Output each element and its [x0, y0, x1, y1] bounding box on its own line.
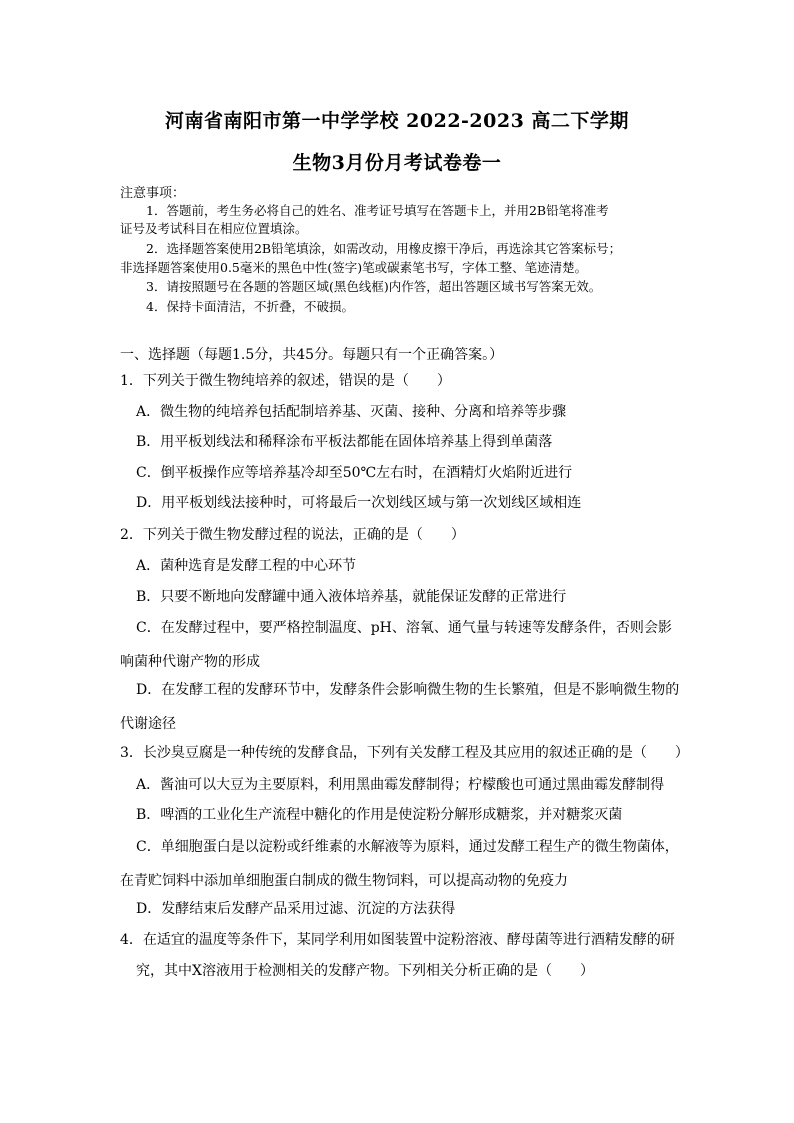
question-1-option-c: C．倒平板操作应等培养基冷却至50℃左右时，在酒精灯火焰附近进行 [136, 465, 573, 481]
notice-heading: 注意事项： [120, 186, 186, 201]
question-3-option-a: A．酱油可以大豆为主要原料，利用黑曲霉发酵制得；柠檬酸也可通过黑曲霉发酵制得 [136, 777, 665, 793]
question-4-stem: 4．在适宜的温度等条件下，某同学利用如图装置中淀粉溶液、酵母菌等进行酒精发酵的研 [120, 932, 675, 948]
notice-item-3: 3．请按照题号在各题的答题区域(黑色线框)内作答，超出答题区域书写答案无效。 [146, 279, 602, 294]
question-2-option-d: D．在发酵工程的发酵环节中，发酵条件会影响微生物的生长繁殖，但是不影响微生物的 [136, 682, 680, 698]
exam-title-line2: 生物3月份月考试卷卷一 [292, 152, 502, 174]
question-2-option-a: A．菌种选育是发酵工程的中心环节 [136, 558, 357, 574]
question-3-option-c-continued: 在青贮饲料中添加单细胞蛋白制成的微生物饲料，可以提高动物的免疫力 [120, 873, 568, 889]
question-3-option-b: B．啤酒的工业化生产流程中糖化的作用是使淀粉分解形成糖浆，并对糖浆灭菌 [136, 807, 623, 823]
exam-title-line1: 河南省南阳市第一中学学校 2022-2023 高二下学期 [165, 110, 629, 132]
question-1-option-d: D．用平板划线法接种时，可将最后一次划线区域与第一次划线区域相连 [136, 495, 582, 511]
question-2-option-d-continued: 代谢途径 [120, 716, 176, 732]
notice-item-4: 4．保持卡面清洁，不折叠，不破损。 [146, 299, 354, 314]
question-1-stem: 1．下列关于微生物纯培养的叙述，错误的是（ ） [120, 373, 451, 389]
notice-item-2a: 2．选择题答案使用2B铅笔填涂，如需改动，用橡皮擦干净后，再选涂其它答案标号； [146, 241, 622, 256]
question-2-option-c-continued: 响菌种代谢产物的形成 [120, 654, 260, 670]
question-1-option-a: A．微生物的纯培养包括配制培养基、灭菌、接种、分离和培养等步骤 [136, 404, 567, 420]
section-heading: 一、选择题（每题1.5分，共45分。每题只有一个正确答案。） [120, 347, 504, 363]
question-4-stem-continued: 究，其中X溶液用于检测相关的发酵产物。下列相关分析正确的是（ ） [136, 963, 594, 979]
question-3-option-c: C．单细胞蛋白是以淀粉或纤维素的水解液等为原料，通过发酵工程生产的微生物菌体， [136, 839, 679, 855]
notice-item-2b: 非选择题答案使用0.5毫米的黑色中性(签字)笔或碳素笔书写，字体工整、笔迹清楚。 [120, 260, 588, 275]
question-2-option-b: B．只要不断地向发酵罐中通入液体培养基，就能保证发酵的正常进行 [136, 589, 567, 605]
notice-item-1b: 证号及考试科目在相应位置填涂。 [120, 221, 308, 236]
question-2-option-c: C．在发酵过程中，要严格控制温度、pH、溶氧、通气量与转速等发酵条件，否则会影 [136, 620, 672, 636]
question-3-stem: 3．长沙臭豆腐是一种传统的发酵食品，下列有关发酵工程及其应用的叙述正确的是（ ） [120, 745, 689, 761]
question-1-option-b: B．用平板划线法和稀释涂布平板法都能在固体培养基上得到单菌落 [136, 434, 553, 450]
question-2-stem: 2．下列关于微生物发酵过程的说法，正确的是（ ） [120, 527, 465, 543]
notice-item-1a: 1．答题前，考生务必将自己的姓名、准考证号填写在答题卡上，并用2B铅笔将准考 [146, 203, 609, 218]
question-3-option-d: D．发酵结束后发酵产品采用过滤、沉淀的方法获得 [136, 901, 456, 917]
